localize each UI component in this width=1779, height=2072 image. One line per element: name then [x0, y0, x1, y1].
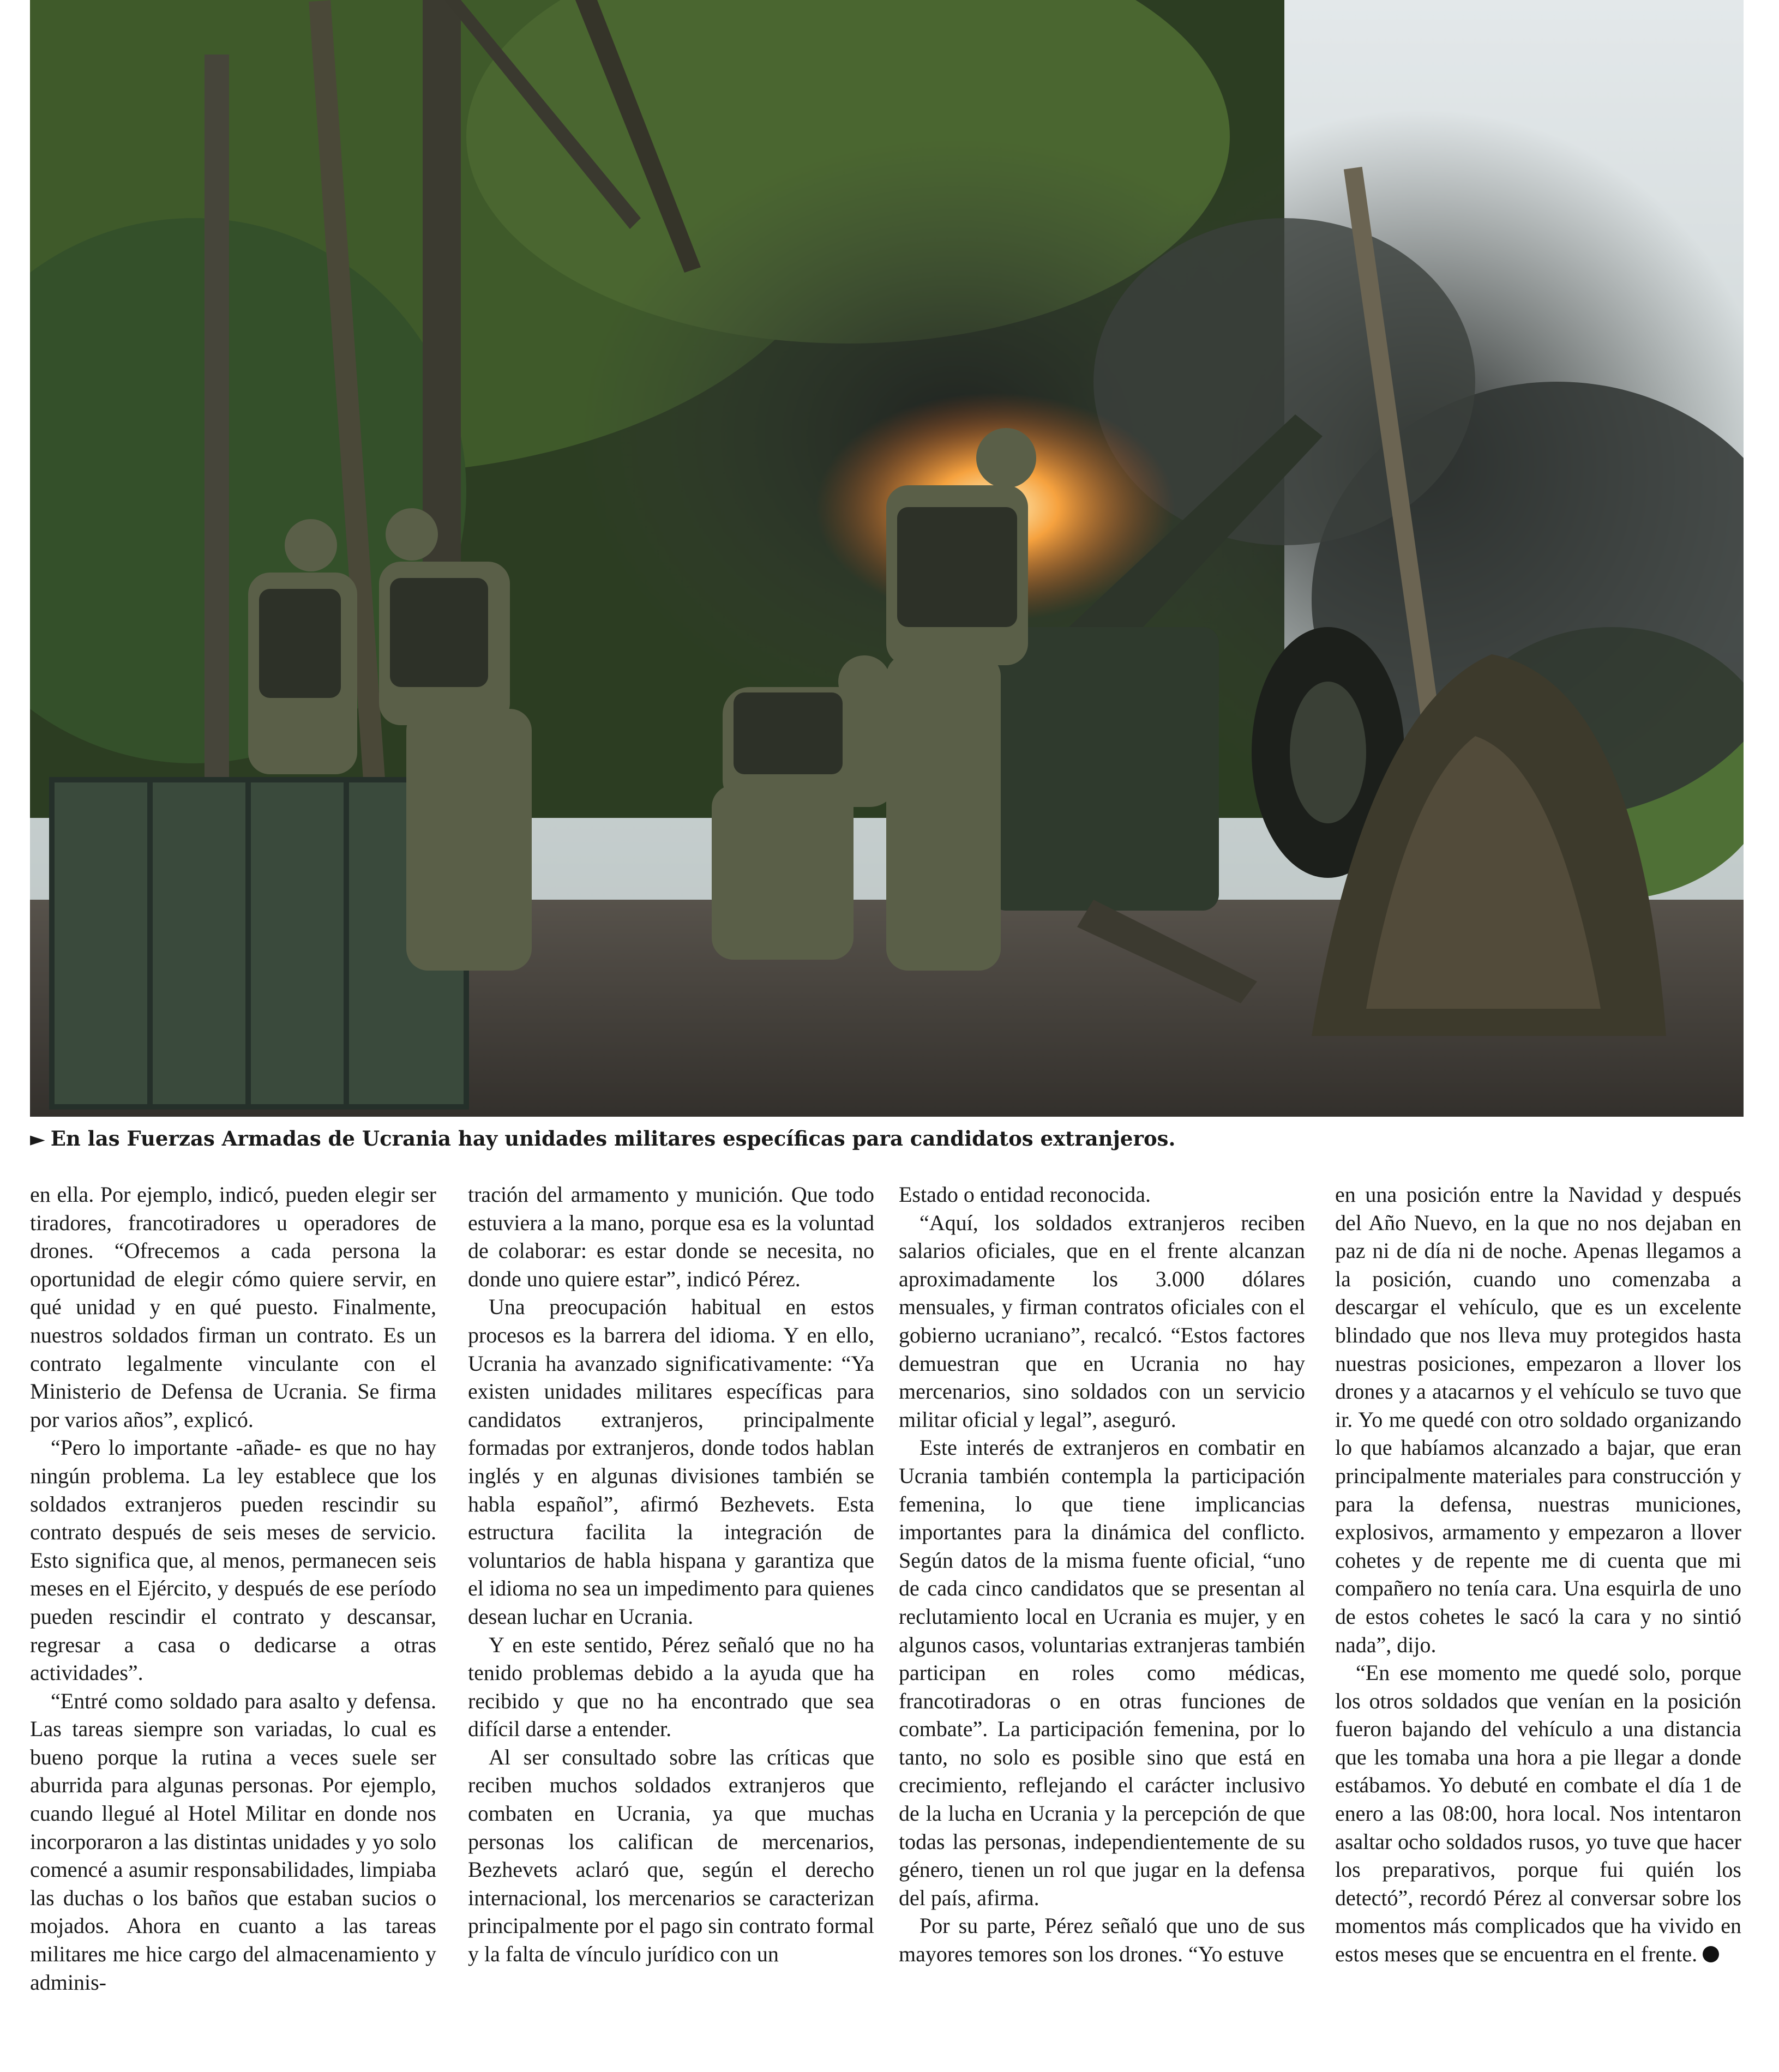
paragraph: “Entré como soldado para asalto y defensa. Las tareas siempre son variadas, lo cual es bueno porque la rutina a veces suele ser aburrida para algunas personas. Por ejemplo, cuando llegué al Hotel Militar en donde nos incorporaron a las distintas unidades y yo solo comencé a asumir responsabilidades, limpiaba las duchas o los baños que estaban sucios o mojados. Ahora en cuanto a las tareas militares me hice cargo del almacenamiento y adminis-	[30, 1688, 436, 1995]
paragraph-final	[1335, 1659, 1741, 1968]
article-column-2	[468, 1180, 874, 2031]
paragraph: Este interés de extranjeros en combatir en Ucrania también contempla la participación femenina, lo que tiene implicancias importantes para la dinámica del conflicto. Según datos de la misma fuente oficial, “uno de cada cinco candidatos que se presentan al reclutamiento local en Ucrania es mujer, y en algunos casos, voluntarias extranjeras también participan en roles como médicas, francotiradoras o en otras funciones de combate”. La participación femenina, por lo tanto, no solo es posible sino que está en crecimiento, reflejando el carácter inclusivo de la lucha en Ucrania y la percepción de que todas las personas, independientemente de su género, tienen un rol que jugar en la defensa del país, afirma.	[899, 1435, 1305, 1910]
paragraph: tración del armamento y munición. Que todo estuviera a la mano, porque esa es la voluntad de colaborar: es estar donde se necesita, no donde uno quiere estar”, indicó Pérez.	[468, 1182, 874, 1291]
paragraph: Al ser consultado sobre las críticas que reciben muchos soldados extranjeros que combaten en Ucrania, ya que muchas personas los califican de mercenarios, Bezhevets aclaró que, según el derecho internacional, los mercenarios se caracterizan principalmente por el pago sin contrato formal y la falta de vínculo jurídico con un	[468, 1744, 874, 1967]
paragraph: “Aquí, los soldados extranjeros reciben salarios oficiales, que en el frente alcanzan aproximadamente los 3.000 dólares mensuales, y firman contratos oficiales con el gobierno ucraniano”, recalcó. “Estos factores demuestran que en Ucrania no hay mercenarios, sino soldados con un servicio militar oficial y legal”, aseguró.	[899, 1210, 1305, 1432]
paragraph: Por su parte, Pérez señaló que uno de sus mayores temores son los drones. “Yo estuve	[899, 1913, 1305, 1967]
article-column-3	[899, 1180, 1305, 2031]
caption-text: En las Fuerzas Armadas de Ucrania hay unidades militares específicas para candidatos extranjeros.	[50, 1127, 1176, 1151]
article-column-4	[1335, 1180, 1741, 2031]
paragraph: Una preocupación habitual en estos procesos es la barrera del idioma. Y en ello, Ucrania ha avanzado significativamente: “Ya existen unidades militares específicas para candidatos extranjeros, principalmente formadas por extranjeros, donde todos hablan inglés y en algunas divisiones también se habla español”, afirmó Bezhevets. Esta estructura facilita la integración de voluntarios de habla hispana y garantiza que el idioma no sea un impedimento para quienes desean luchar en Ucrania.	[468, 1294, 874, 1629]
paragraph: en ella. Por ejemplo, indicó, pueden elegir ser tiradores, francotiradores u operadores de drones. “Ofrecemos a cada persona la oportunidad de elegir cómo quiere servir, en qué unidad y en qué puesto. Finalmente, nuestros soldados firman un contrato. Es un contrato legalmente vinculante con el Ministerio de Defensa de Ucrania. Se firma por varios años”, explicó.	[30, 1182, 436, 1432]
paragraph: Y en este sentido, Pérez señaló que no ha tenido problemas debido a la ayuda que ha recibido y que no ha encontrado que sea difícil darse a entender.	[468, 1632, 874, 1742]
paragraph: “Pero lo importante -añade- es que no hay ningún problema. La ley establece que los soldados extranjeros pueden rescindir su contrato después de seis meses de servicio. Esto significa que, al menos, permanecen seis meses en el Ejército, y después de ese período pueden rescindir el contrato y descansar, regresar a casa o dedicarse a otras actividades”.	[30, 1435, 436, 1685]
article-photo	[30, 0, 1744, 1117]
paragraph: en una posición entre la Navidad y después del Año Nuevo, en la que no nos dejaban en paz ni de día ni de noche. Apenas llegamos a la posición, cuando uno comenzaba a descargar el vehículo, que es un excelente blindado que nos lleva muy protegidos hasta nuestras posiciones, empezaron a llover los drones y a atacarnos y el vehículo se tuvo que ir. Yo me quedé con otro soldado organizando lo que habíamos alcanzado a bajar, que eran principalmente materiales para construcción y para la defensa, nuestras municiones, explosivos, armamento y empezaron a llover cohetes y de repente me di cuenta que mi compañero no tenía cara. Una esquirla de uno de estos cohetes le sacó la cara y no sintió nada”, dijo.	[1335, 1182, 1741, 1657]
paragraph-final-text: “En ese momento me quedé solo, porque los otros soldados que venían en la posición fueron bajando del vehículo a una distancia que les tomaba una hora a pie llegar a donde estábamos. Yo debuté en combate el día 1 de enero a las 08:00, hora local. Nos intentaron asaltar ocho soldados rusos, yo tuve que hacer los preparativos, porque fui quién los detectó”, recordó Pérez al conversar sobre los momentos más complicados que ha vivido en estos meses que se encuentra en el frente.	[1335, 1660, 1741, 1967]
artillery-scene-illustration	[30, 0, 1744, 1117]
photo-caption	[30, 1122, 1744, 1160]
paragraph: Estado o entidad reconocida.	[899, 1182, 1151, 1207]
article-column-1	[30, 1180, 436, 2031]
end-of-article-icon	[1703, 1946, 1719, 1962]
caption-marker-icon: ►	[30, 1128, 45, 1151]
